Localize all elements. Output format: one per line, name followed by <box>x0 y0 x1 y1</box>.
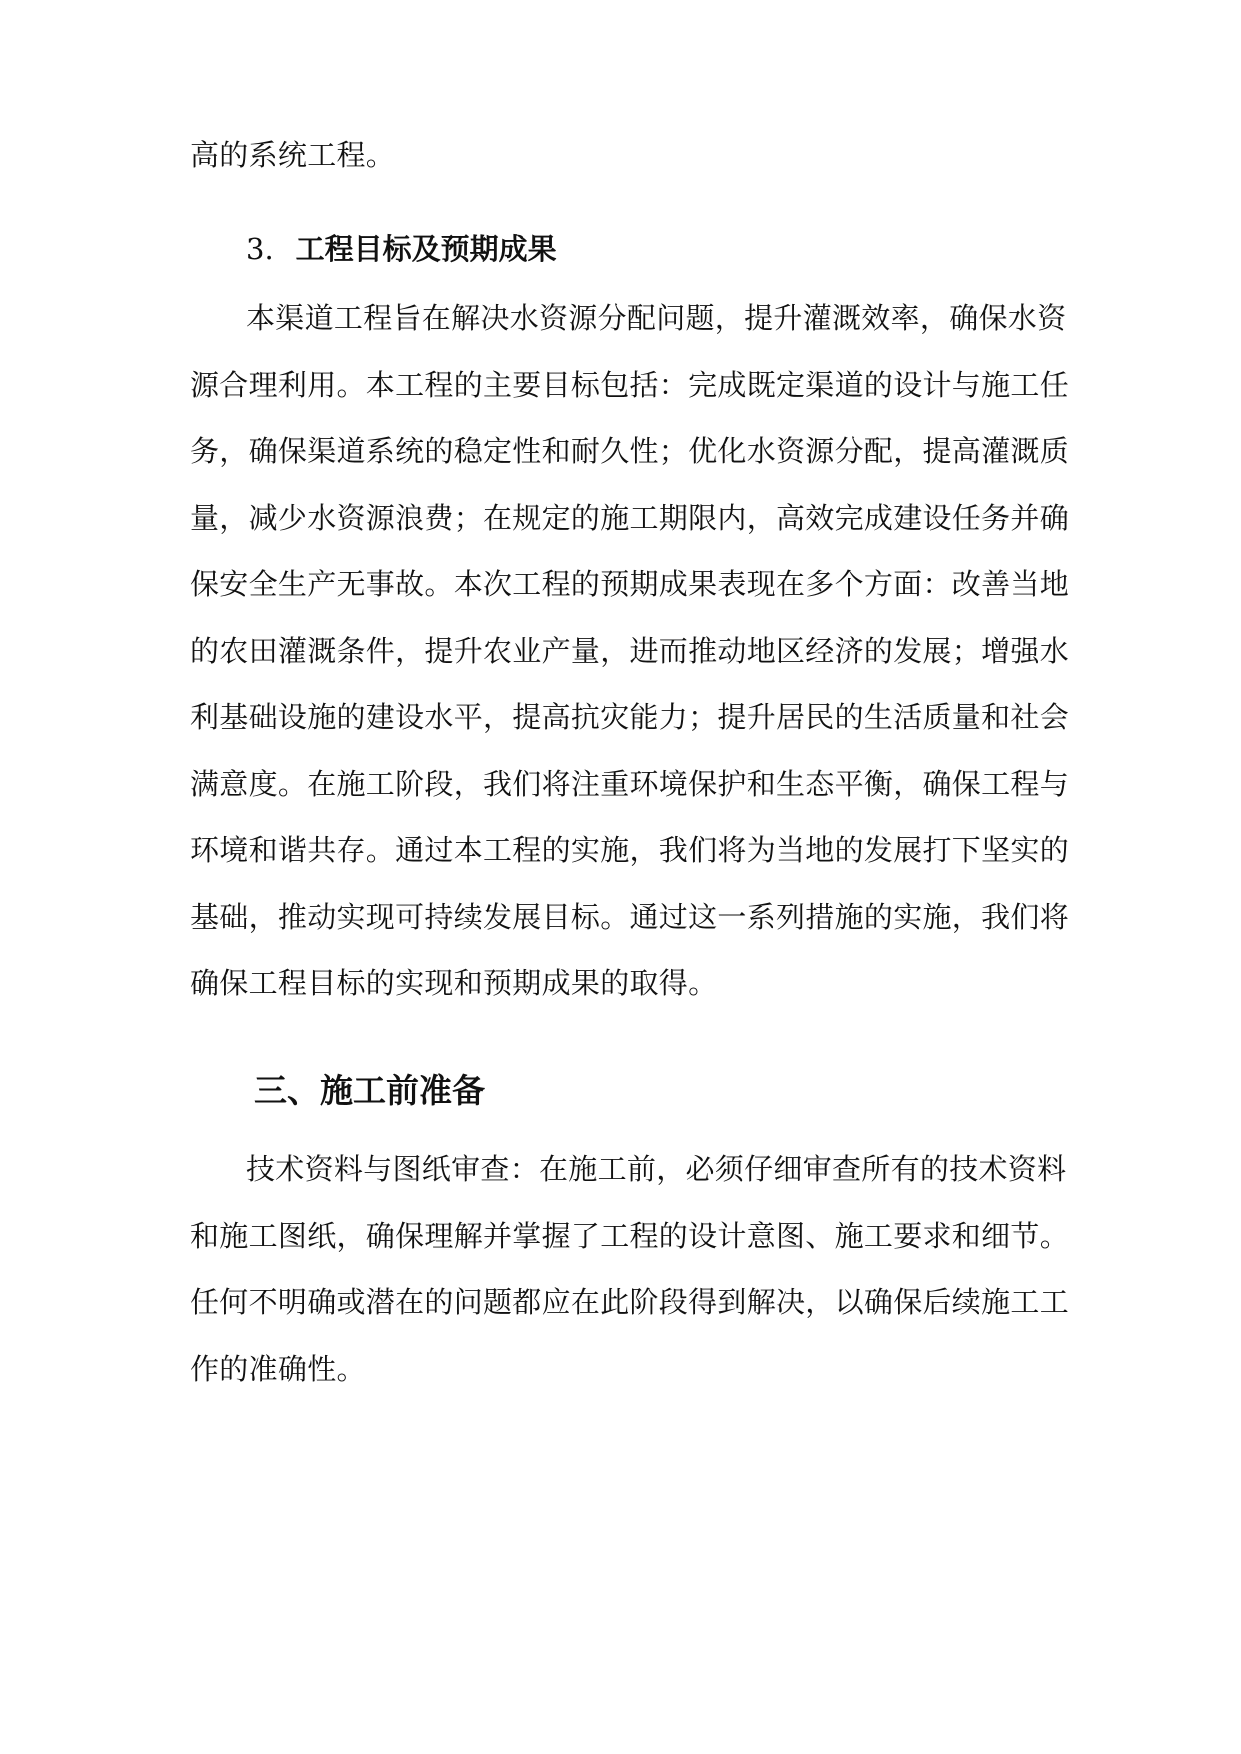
paragraph-line: 保安全生产无事故。本次工程的预期成果表现在多个方面：改善当地 <box>190 567 1070 601</box>
paragraph-line: 的农田灌溉条件，提升农业产量，进而推动地区经济的发展；增强水 <box>190 634 1070 668</box>
paragraph-line: 务，确保渠道系统的稳定性和耐久性；优化水资源分配，提高灌溉质 <box>190 434 1070 468</box>
paragraph-line: 环境和谐共存。通过本工程的实施，我们将为当地的发展打下坚实的 <box>190 833 1070 867</box>
paragraph-line: 满意度。在施工阶段，我们将注重环境保护和生态平衡，确保工程与 <box>190 767 1070 801</box>
paragraph-line: 和施工图纸，确保理解并掌握了工程的设计意图、施工要求和细节。 <box>190 1219 1070 1253</box>
paragraph-line: 利基础设施的建设水平，提高抗灾能力；提升居民的生活质量和社会 <box>190 700 1070 734</box>
paragraph-line: 量，减少水资源浪费；在规定的施工期限内，高效完成建设任务并确 <box>190 501 1070 535</box>
section-heading <box>246 229 557 269</box>
paragraph-line: 源合理利用。本工程的主要目标包括：完成既定渠道的设计与施工任 <box>190 368 1070 402</box>
section-number: 3. <box>246 232 274 266</box>
paragraph-line: 确保工程目标的实现和预期成果的取得。 <box>190 966 718 1000</box>
paragraph-line: 任何不明确或潜在的问题都应在此阶段得到解决，以确保后续施工工 <box>190 1285 1070 1319</box>
paragraph-line: 高的系统工程。 <box>190 138 396 172</box>
paragraph-line: 基础，推动实现可持续发展目标。通过这一系列措施的实施，我们将 <box>190 900 1070 934</box>
chapter-heading: 三、施工前准备 <box>254 1071 485 1110</box>
paragraph-line: 技术资料与图纸审查：在施工前，必须仔细审查所有的技术资料 <box>246 1152 1067 1186</box>
paragraph-line: 作的准确性。 <box>190 1352 366 1386</box>
section-title: 工程目标及预期成果 <box>295 232 557 266</box>
paragraph-line: 本渠道工程旨在解决水资源分配问题，提升灌溉效率，确保水资 <box>246 301 1067 335</box>
